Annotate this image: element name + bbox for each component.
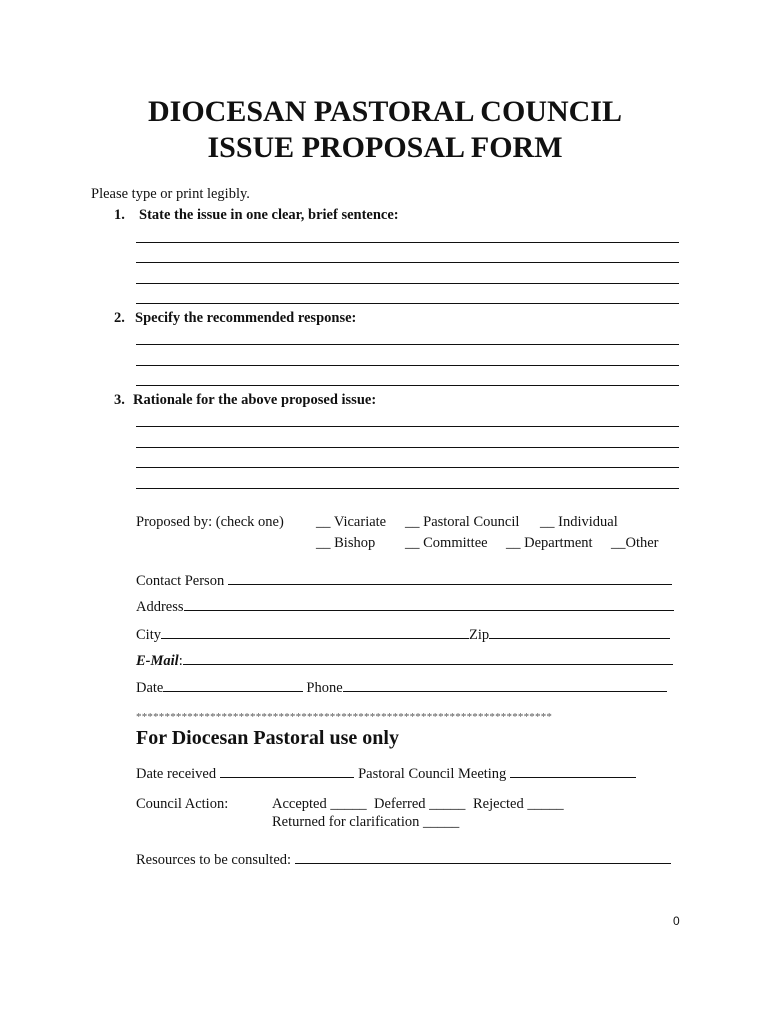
- phone-label: Phone: [306, 680, 343, 696]
- option-bishop[interactable]: __ Bishop: [316, 535, 376, 551]
- form-title-line1: DIOCESAN PASTORAL COUNCIL: [148, 95, 622, 128]
- q3-answer-line[interactable]: [136, 488, 679, 489]
- separator: *************************************************************************: [136, 711, 553, 723]
- city-field[interactable]: [161, 624, 469, 639]
- city-label: City: [136, 627, 161, 643]
- date-phone-row: [136, 677, 667, 697]
- option-individual[interactable]: __ Individual: [540, 514, 618, 530]
- city-zip-row: [136, 624, 670, 644]
- page-number: 0: [673, 914, 680, 928]
- date-label: Date: [136, 680, 164, 696]
- date-received-label: Date received: [136, 766, 217, 782]
- q2-answer-line[interactable]: [136, 365, 679, 366]
- address-row: [136, 596, 674, 616]
- q1-answer-line[interactable]: [136, 242, 679, 243]
- zip-label: Zip: [468, 627, 490, 643]
- q3-label: Rationale for the above proposed issue:: [133, 392, 377, 408]
- option-department[interactable]: __ Department: [506, 535, 593, 551]
- action-deferred[interactable]: Deferred _____: [374, 796, 466, 812]
- q1-number: 1.: [114, 207, 125, 223]
- date-received-row: [136, 763, 636, 783]
- form-title-line2: ISSUE PROPOSAL FORM: [207, 131, 563, 164]
- option-committee[interactable]: __ Committee: [405, 535, 488, 551]
- q1-answer-line[interactable]: [136, 283, 679, 284]
- option-other[interactable]: __Other: [611, 535, 659, 551]
- option-pastoral-council[interactable]: __ Pastoral Council: [405, 514, 520, 530]
- q1-answer-line[interactable]: [136, 262, 679, 263]
- council-meeting-field[interactable]: [510, 763, 636, 778]
- q2-answer-line[interactable]: [136, 385, 679, 386]
- q3-answer-line[interactable]: [136, 426, 679, 427]
- instructions: Please type or print legibly.: [91, 186, 250, 202]
- option-vicariate[interactable]: __ Vicariate: [316, 514, 387, 530]
- address-field[interactable]: [184, 596, 674, 611]
- action-rejected[interactable]: Rejected _____: [473, 796, 564, 812]
- proposed-by-label: Proposed by: (check one): [136, 514, 284, 530]
- action-accepted[interactable]: Accepted _____: [272, 796, 367, 812]
- q2-label: Specify the recommended response:: [135, 310, 357, 326]
- email-label: E-Mail: [136, 653, 179, 669]
- email-field[interactable]: [183, 650, 673, 665]
- q3-answer-line[interactable]: [136, 467, 679, 468]
- council-meeting-label: Pastoral Council Meeting: [358, 766, 507, 782]
- phone-field[interactable]: [343, 677, 667, 692]
- office-use-heading: For Diocesan Pastoral use only: [136, 727, 399, 749]
- email-colon: :: [178, 653, 183, 669]
- zip-field[interactable]: [489, 624, 670, 639]
- contact-person-field[interactable]: [228, 570, 672, 585]
- date-received-field[interactable]: [220, 763, 354, 778]
- address-label: Address: [136, 599, 184, 615]
- council-action-label: Council Action:: [136, 796, 229, 812]
- q3-number: 3.: [114, 392, 125, 408]
- action-returned[interactable]: Returned for clarification _____: [272, 814, 460, 830]
- date-field[interactable]: [163, 677, 303, 692]
- resources-field[interactable]: [295, 849, 671, 864]
- q1-answer-line[interactable]: [136, 303, 679, 304]
- q1-label: State the issue in one clear, brief sentence:: [139, 207, 399, 223]
- resources-label: Resources to be consulted:: [136, 852, 292, 868]
- contact-person-row: [136, 570, 672, 590]
- contact-person-label: Contact Person: [136, 573, 225, 589]
- email-row: [136, 650, 673, 670]
- q3-answer-line[interactable]: [136, 447, 679, 448]
- resources-row: [136, 849, 671, 869]
- q2-answer-line[interactable]: [136, 344, 679, 345]
- q2-number: 2.: [114, 310, 125, 326]
